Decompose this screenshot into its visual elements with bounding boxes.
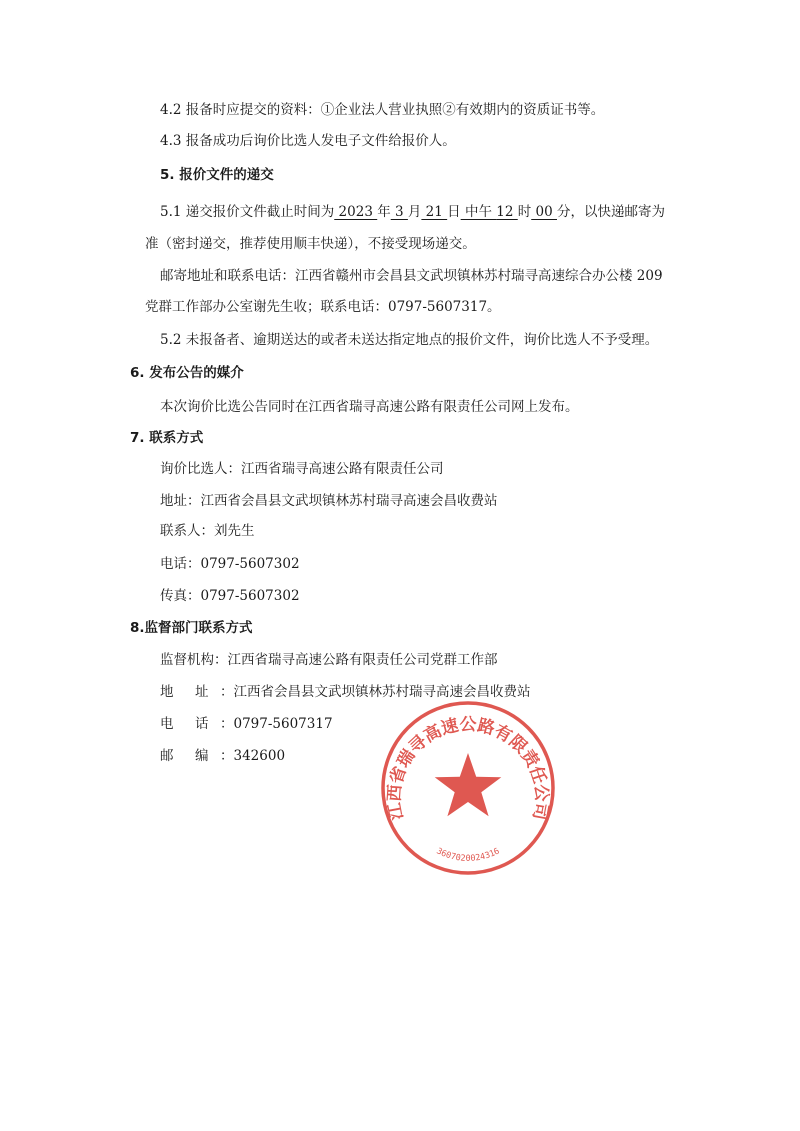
section-7-heading: 7. 联系方式 — [130, 430, 204, 446]
deadline-tail: 分，以快递邮寄为 — [557, 204, 665, 220]
inquirer-line: 询价比选人：江西省瑞寻高速公路有限责任公司 — [160, 461, 444, 477]
seal-star-icon — [435, 753, 502, 816]
supervisor-phone-label: 电 话 — [160, 716, 209, 732]
section-5-heading: 5. 报价文件的递交 — [160, 167, 274, 183]
supervisor-phone-value: ：0797-5607317 — [220, 716, 333, 732]
month-unit: 月 — [407, 204, 422, 220]
mail-address-line2: 党群工作部办公室谢先生收；联系电话：0797-5607317。 — [145, 299, 501, 315]
supervisor-address-value: ：江西省会昌县文武坝镇林苏村瑞寻高速会昌收费站 — [220, 684, 531, 700]
deadline-year: 2023 — [334, 204, 378, 220]
deadline-day: 21 — [421, 204, 448, 220]
seal-text: 江西省瑞寻高速公路有限责任公司 — [384, 715, 552, 822]
contact-person-line: 联系人：刘先生 — [160, 523, 255, 539]
supervisor-postcode-value: ：342600 — [220, 748, 286, 764]
deadline-hour: 12 — [496, 204, 518, 220]
year-unit: 年 — [377, 204, 391, 220]
section-8-heading: 8.监督部门联系方式 — [130, 620, 253, 636]
hour-unit: 时 — [517, 204, 532, 220]
mail-address-line1: 邮寄地址和联系电话：江西省赣州市会昌县文武坝镇林苏村瑞寻高速综合办公楼 209 — [160, 268, 663, 284]
clause-4-3: 4.3 报备成功后询价比选人发电子文件给报价人。 — [160, 133, 456, 149]
company-seal — [378, 698, 558, 878]
supervisor-org-line: 监督机构：江西省瑞寻高速公路有限责任公司党群工作部 — [160, 652, 498, 668]
supervisor-postcode-label: 邮 编 — [160, 748, 209, 764]
deadline-lead: 5.1 递交报价文件截止时间为 — [160, 204, 335, 220]
clause-5-2: 5.2 未报备者、逾期送达的或者未送达指定地点的报价文件，询价比选人不予受理。 — [160, 332, 659, 348]
address-line: 地址：江西省会昌县文武坝镇林苏村瑞寻高速会昌收费站 — [160, 493, 498, 509]
deadline-minute: 00 — [531, 204, 557, 220]
supervisor-address-label: 地 址 — [160, 684, 209, 700]
clause-5-1-line1 — [160, 203, 665, 221]
phone-line: 电话：0797-5607302 — [160, 556, 300, 572]
day-unit: 日 — [447, 204, 461, 220]
seal-code: 3607020024316 — [434, 846, 502, 864]
deadline-month: 3 — [390, 204, 408, 220]
deadline-period: 中午 — [460, 204, 497, 220]
clause-5-1-line2: 准（密封递交，推荐使用顺丰快递），不接受现场递交。 — [145, 236, 476, 252]
section-6-text: 本次询价比选公告同时在江西省瑞寻高速公路有限责任公司网上发布。 — [160, 399, 579, 415]
supervisor-phone-line — [160, 715, 333, 733]
section-6-heading: 6. 发布公告的媒介 — [130, 365, 244, 381]
clause-4-2: 4.2 报备时应提交的资料：①企业法人营业执照②有效期内的资质证书等。 — [160, 102, 605, 118]
supervisor-postcode-line — [160, 747, 285, 765]
fax-line: 传真：0797-5607302 — [160, 588, 300, 604]
